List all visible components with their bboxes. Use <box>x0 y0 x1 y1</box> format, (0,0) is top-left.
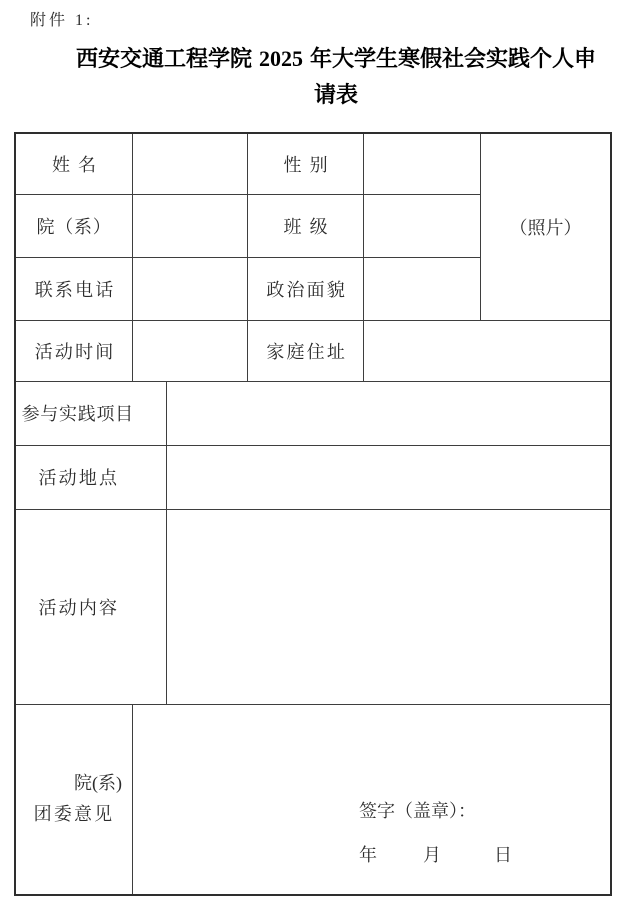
committee-opinion-label-line2: 团委意见 <box>33 804 115 825</box>
political-status-field-cell[interactable] <box>364 258 481 321</box>
date-year-label: 年 <box>359 844 377 865</box>
home-address-label: 家庭住址 <box>248 321 365 382</box>
committee-opinion-label-line1: 院(系) <box>74 773 122 794</box>
title-year: 2025 <box>259 46 303 71</box>
signature-block <box>359 799 512 867</box>
date-line <box>359 843 512 867</box>
committee-opinion-field-cell[interactable] <box>133 705 610 895</box>
title-line-1 <box>55 41 617 77</box>
application-form-table <box>14 132 612 896</box>
activity-content-label: 活动内容 <box>16 510 167 705</box>
practice-project-field-cell[interactable] <box>167 382 611 447</box>
department-field-cell[interactable] <box>133 195 248 258</box>
activity-time-field-cell[interactable] <box>133 321 248 382</box>
name-field-cell[interactable] <box>133 134 248 195</box>
department-label: 院（系） <box>16 195 133 258</box>
title-line-2: 请表 <box>313 82 358 107</box>
photo-placeholder-cell[interactable]: （照片） <box>481 134 610 321</box>
date-month-label: 月 <box>423 844 441 865</box>
title-line1-text: 西安交通工程学院 <box>75 46 252 71</box>
activity-time-label: 活动时间 <box>16 321 133 382</box>
gender-label: 性别 <box>248 134 365 195</box>
activity-content-field-cell[interactable] <box>167 510 611 705</box>
date-day-label: 日 <box>494 844 512 865</box>
phone-field-cell[interactable] <box>133 258 248 321</box>
committee-opinion-label <box>16 705 133 895</box>
attachment-label: 附件 1: <box>30 12 94 29</box>
activity-place-field-cell[interactable] <box>167 446 611 510</box>
page-title <box>55 41 617 113</box>
signature-seal-label: 签字（盖章）： <box>359 800 476 821</box>
practice-project-label: 参与实践项目 <box>16 382 167 447</box>
title-line1-text-2: 年大学生寒假社会实践个人申 <box>310 46 597 71</box>
class-field-cell[interactable] <box>364 195 481 258</box>
class-label: 班级 <box>248 195 365 258</box>
name-label: 姓名 <box>16 134 133 195</box>
phone-label: 联系电话 <box>16 258 133 321</box>
political-status-label: 政治面貌 <box>248 258 365 321</box>
gender-field-cell[interactable] <box>364 134 481 195</box>
home-address-field-cell[interactable] <box>364 321 610 382</box>
activity-place-label: 活动地点 <box>16 446 167 510</box>
